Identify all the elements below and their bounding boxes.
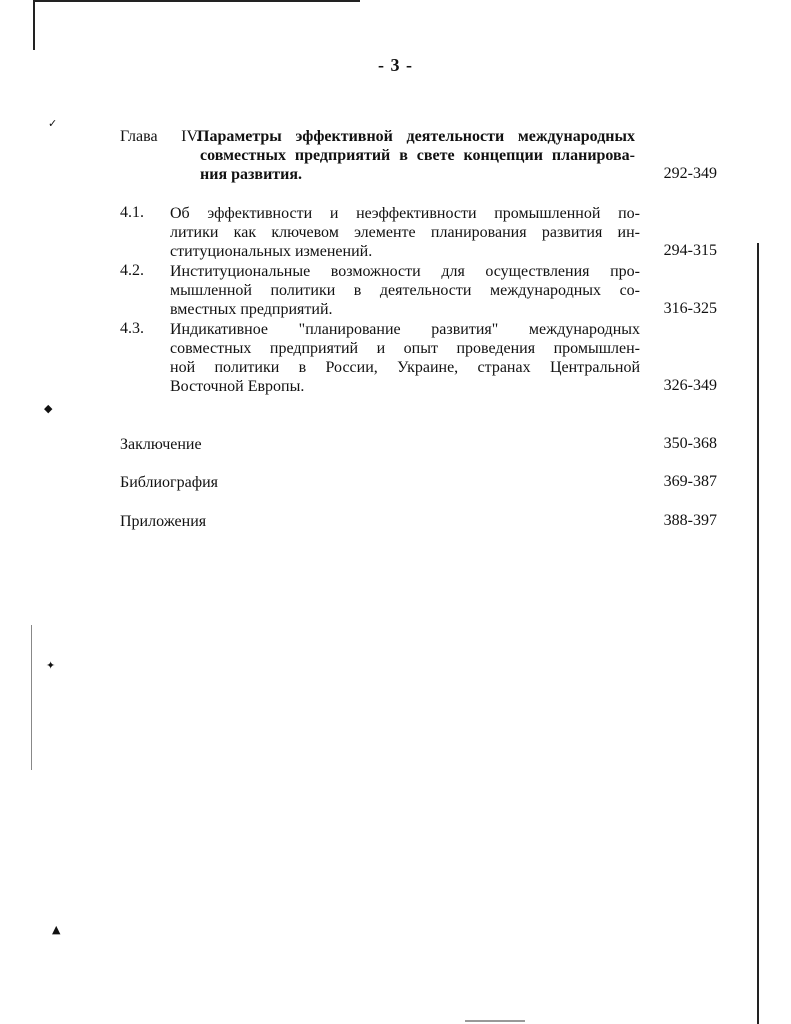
- scan-speck-icon: ▲: [52, 923, 61, 936]
- back-matter-label: Заключение: [120, 436, 202, 453]
- chapter-pages: 292-349: [663, 165, 717, 182]
- back-matter-pages: 388-397: [663, 512, 717, 529]
- section-title-line: вместных предприятий.: [170, 301, 333, 318]
- chapter-title-line: ния развития.: [200, 166, 303, 183]
- chapter-prefix: Глава IV.: [120, 128, 200, 145]
- page-number: - 3 -: [378, 55, 413, 75]
- back-matter-pages: 369-387: [663, 473, 717, 490]
- section-number: 4.2.: [120, 262, 144, 279]
- scan-border-left-faint: [31, 625, 32, 770]
- section-title: [170, 320, 640, 396]
- chapter-title-cont: [200, 146, 635, 184]
- scan-border-top: [35, 0, 360, 2]
- back-matter-pages: 350-368: [663, 435, 717, 452]
- section-title-line: Институциональные возможности для осуществления про-: [170, 263, 640, 280]
- scan-speck-icon: ✦: [46, 659, 56, 672]
- section-title-line: ной политики в России, Украине, странах Центральной: [170, 359, 640, 376]
- chapter-title: [197, 127, 635, 146]
- section-title: [170, 204, 640, 261]
- section-title-line: совместных предприятий и опыт проведения промышлен-: [170, 340, 640, 357]
- section-title-line: Восточной Европы.: [170, 378, 305, 395]
- section-pages: 294-315: [663, 242, 717, 259]
- back-matter-label: Библиография: [120, 474, 218, 491]
- section-title-line: ституциональных изменений.: [170, 243, 373, 260]
- section-title-line: литики как ключевом элементе планирования развития ин-: [170, 224, 640, 241]
- section-title-line: мышленной политики в деятельности международных со-: [170, 282, 640, 299]
- scan-border-bottom: [465, 1020, 525, 1022]
- section-title: [170, 262, 640, 319]
- back-matter-label: Приложения: [120, 513, 207, 530]
- section-title-line: Индикативное "планирование развития" международных: [170, 321, 640, 338]
- section-title-line: Об эффективности и неэффективности промышленной по-: [170, 205, 640, 222]
- section-pages: 326-349: [663, 377, 717, 394]
- section-pages: 316-325: [663, 300, 717, 317]
- scan-border-left: [33, 0, 35, 50]
- scan-border-right: [757, 243, 759, 1024]
- scan-speck-icon: ◆: [44, 402, 53, 415]
- scan-speck-icon: ✓: [48, 117, 58, 130]
- chapter-title-line: Параметры эффективной деятельности международных: [197, 128, 635, 145]
- section-number: 4.1.: [120, 204, 144, 221]
- chapter-title-line: совместных предприятий в свете концепции планирова-: [200, 147, 635, 164]
- section-number: 4.3.: [120, 320, 144, 337]
